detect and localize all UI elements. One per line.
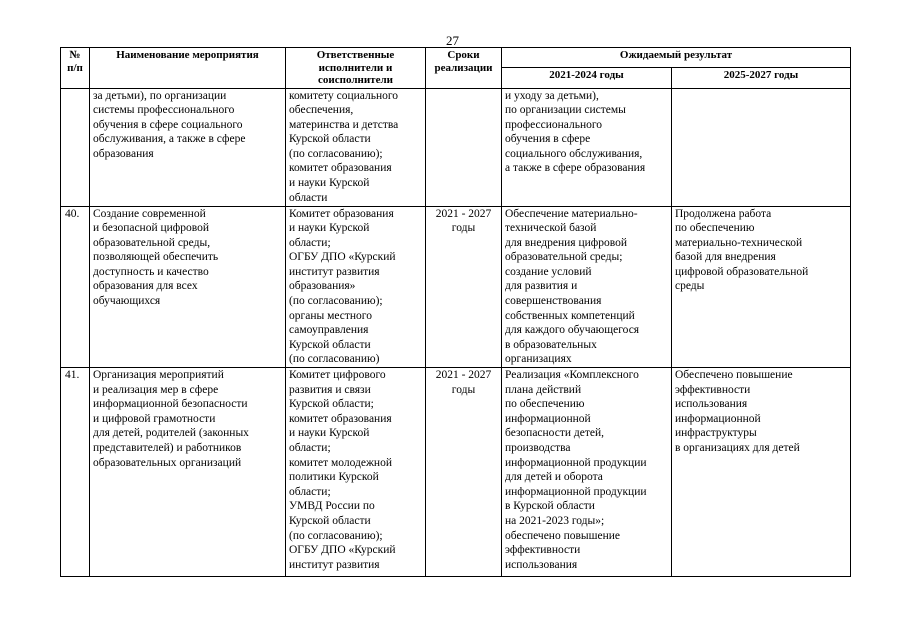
header-period-1: 2021-2024 годы	[502, 68, 672, 88]
row-result-2021-2024: и уходу за детьми), по организации системы профессионального обучения в сфере социального обслуживания, а также в сфере образования	[502, 88, 672, 206]
header-responsible: Ответственные исполнители и соисполнители	[286, 48, 426, 89]
row-result-2025-2027	[672, 88, 851, 206]
row-result-2021-2024: Обеспечение материально- технической базой для внедрения цифровой образовательной среды; создание условий для развития и совершенствования собственных компетенций для каждого обучающегося в образовательных организациях	[502, 206, 672, 368]
measures-table	[60, 47, 851, 577]
row-number: 41.	[61, 368, 90, 577]
row-number	[61, 88, 90, 206]
header-row	[61, 48, 851, 68]
page-number: 27	[446, 33, 459, 48]
row-terms: 2021 - 2027 годы	[426, 206, 502, 368]
row-measure-name: Создание современной и безопасной цифровой образовательной среды, позволяющей обеспечить доступность и качество образования для всех обучающихся	[90, 206, 286, 368]
header-num: № п/п	[61, 48, 90, 89]
table-row	[61, 88, 851, 206]
row-number: 40.	[61, 206, 90, 368]
header-expected-result: Ожидаемый результат	[502, 48, 851, 68]
row-result-2025-2027: Продолжена работа по обеспечению материально-технической базой для внедрения цифровой образовательной среды	[672, 206, 851, 368]
row-terms: 2021 - 2027 годы	[426, 368, 502, 577]
header-name: Наименование мероприятия	[90, 48, 286, 89]
row-result-2025-2027: Обеспечено повышение эффективности использования информационной инфраструктуры в организациях для детей	[672, 368, 851, 577]
row-responsible: Комитет цифрового развития и связи Курской области; комитет образования и науки Курской области; комитет молодежной политики Курской области; УМВД России по Курской области (по согласованию); ОГБУ ДПО «Курский институт развития	[286, 368, 426, 577]
header-terms: Сроки реализации	[426, 48, 502, 89]
header-period-2: 2025-2027 годы	[672, 68, 851, 88]
table-row	[61, 368, 851, 577]
row-result-2021-2024: Реализация «Комплексного плана действий по обеспечению информационной безопасности детей, производства информационной продукции для детей и оборота информационной продукции в Курской области на 2021-2023 годы»; обеспечено повышение эффективности использования	[502, 368, 672, 577]
row-measure-name: за детьми), по организации системы профессионального обучения в сфере социального обслуживания, а также в сфере образования	[90, 88, 286, 206]
row-measure-name: Организация мероприятий и реализация мер в сфере информационной безопасности и цифровой грамотности для детей, родителей (законных представителей) и работников образовательных организаций	[90, 368, 286, 577]
row-responsible: комитету социального обеспечения, материнства и детства Курской области (по согласованию); комитет образования и науки Курской области	[286, 88, 426, 206]
row-terms	[426, 88, 502, 206]
table-row	[61, 206, 851, 368]
row-responsible: Комитет образования и науки Курской области; ОГБУ ДПО «Курский институт развития образования» (по согласованию); органы местного самоуправления Курской области (по согласованию)	[286, 206, 426, 368]
